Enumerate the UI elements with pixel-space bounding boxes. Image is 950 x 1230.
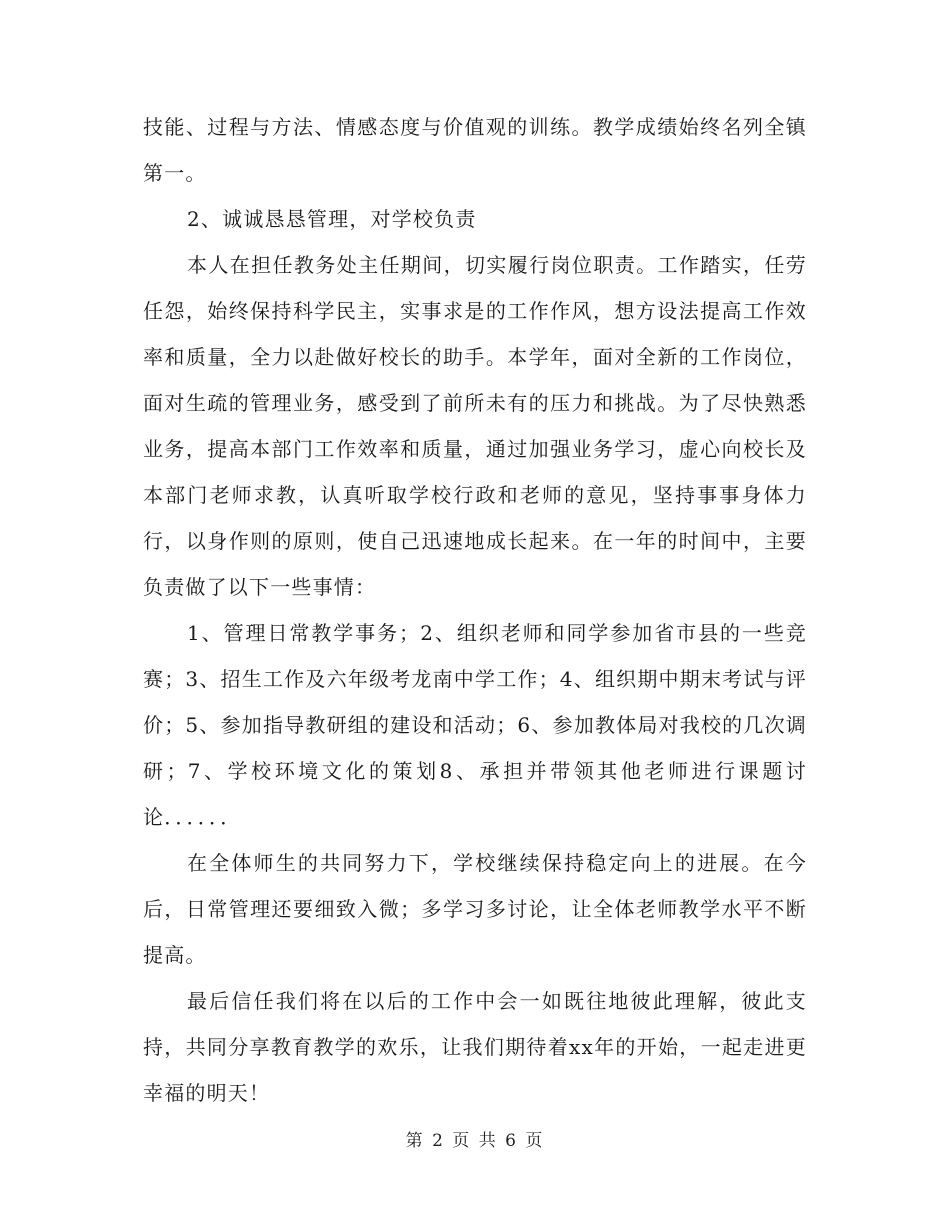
paragraph-duties: 本人在担任教务处主任期间，切实履行岗位职责。工作踏实，任劳任怨，始终保持科学民主，实事求是的工作作风，想方设法提高工作效率和质量，全力以赴做好校长的助手。本学年，面对全新的工作岗位，面对生疏的管理业务，感受到了前所未有的压力和挑战。为了尽快熟悉业务，提高本部门工作效率和质量，通过加强业务学习，虚心向校长及本部门老师求教，认真听取学校行政和老师的意见，坚持事事身体力行，以身作则的原则，使自己迅速地成长起来。在一年的时间中，主要负责做了以下一些事情： <box>143 253 807 599</box>
page-number-footer: 第 2 页 共 6 页 <box>405 1131 545 1151</box>
paragraph-continuation: 技能、过程与方法、情感态度与价值观的训练。教学成绩始终名列全镇第一。 <box>143 115 807 185</box>
paragraph-task-list: 1、管理日常教学事务；2、组织老师和同学参加省市县的一些竞赛；3、招生工作及六年级考龙南中学工作；4、组织期中期末考试与评价；5、参加指导教研组的建设和活动；6、参加教体局对我校的几次调研；7、学校环境文化的策划8、承担并带领其他老师进行课题讨论．．．．．． <box>143 621 807 829</box>
paragraph-progress: 在全体师生的共同努力下，学校继续保持稳定向上的进展。在今后，日常管理还要细致入微；多学习多讨论，让全体老师教学水平不断提高。 <box>143 851 807 967</box>
paragraph-closing: 最后信任我们将在以后的工作中会一如既往地彼此理解，彼此支持，共同分享教育教学的欢乐，让我们期待着xx年的开始，一起走进更幸福的明天！ <box>143 989 807 1105</box>
document-body <box>143 104 807 1116</box>
section-heading: 2、诚诚恳恳管理，对学校负责 <box>187 207 477 231</box>
